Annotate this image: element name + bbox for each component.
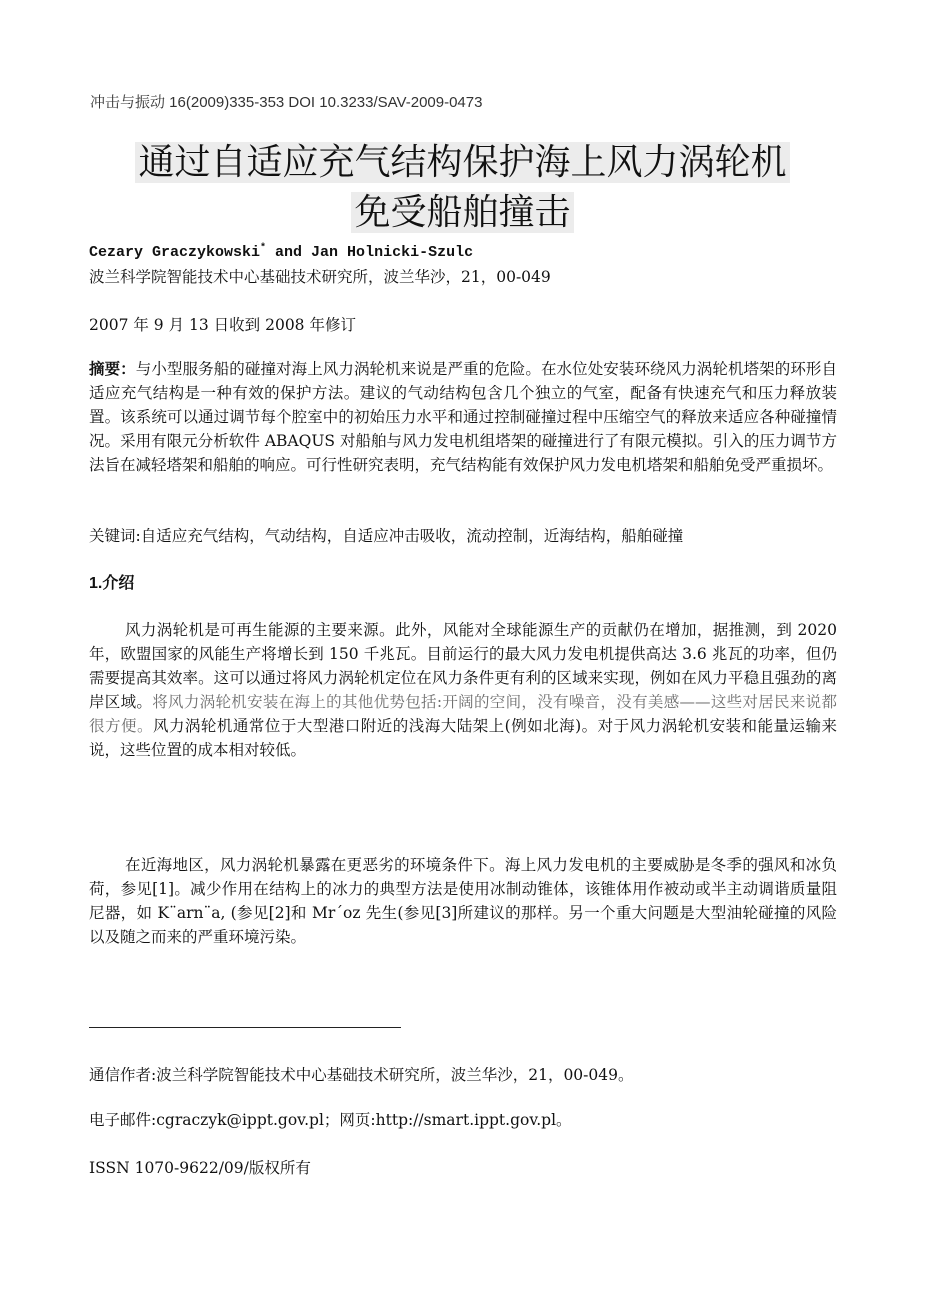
footnote-issn: ISSN 1070-9622/09/版权所有 [89, 1159, 311, 1177]
footnote-contact: 电子邮件:cgraczyk@ippt.gov.pl；网页:http://smart.ippt.gov.pl。 [89, 1111, 572, 1129]
received-dates: 2007 年 9 月 13 日收到 2008 年修订 [89, 316, 356, 334]
intro-paragraph-1 [89, 618, 837, 762]
paper-title [60, 138, 865, 238]
author-name-2: and Jan Holnicki-Szulc [266, 244, 474, 261]
abstract-label: 摘要： [89, 359, 136, 378]
abstract-text: 与小型服务船的碰撞对海上风力涡轮机来说是严重的危险。在水位处安装环绕风力涡轮机塔架的环形自适应充气结构是一种有效的保护方法。建议的气动结构包含几个独立的气室，配备有快速充气和压力释放装置。该系统可以通过调节每个腔室中的初始压力水平和通过控制碰撞过程中压缩空气的释放来适应各种碰撞情况。采用有限元分析软件 ABAQUS 对船舶与风力发电机组塔架的碰撞进行了有限元模拟。引入的压力调节方法旨在减轻塔架和船舶的响应。可行性研究表明，充气结构能有效保护风力发电机塔架和船舶免受严重损坏。 [89, 360, 837, 474]
abstract [89, 357, 837, 477]
keywords: 关键词:自适应充气结构，气动结构，自适应冲击吸收，流动控制，近海结构，船舶碰撞 [89, 527, 684, 545]
title-line-2: 免受船舶撞击 [351, 192, 573, 233]
footnote-correspondence: 通信作者:波兰科学院智能技术中心基础技术研究所，波兰华沙，21，00-049。 [89, 1066, 634, 1084]
intro-paragraph-2: 在近海地区，风力涡轮机暴露在更恶劣的环境条件下。海上风力发电机的主要威胁是冬季的强风和冰负荷，参见[1]。减少作用在结构上的冰力的典型方法是使用冰制动锥体，该锥体用作被动或半主动调谐质量阻尼器，如 K¨arn¨a, (参见[2]和 Mr´oz 先生(参见[3]所建议的那样。另一个重大问题是大型油轮碰撞的风险以及随之而来的严重环境污染。 [89, 856, 837, 946]
author-name-1: Cezary Graczykowski [89, 244, 261, 261]
corresponding-mark: * [260, 243, 267, 254]
journal-citation: 冲击与振动 16(2009)335-353 DOI 10.3233/SAV-2009-0473 [90, 94, 483, 111]
footnote-divider [89, 1027, 401, 1028]
title-line-1: 通过自适应充气结构保护海上风力涡轮机 [135, 142, 789, 183]
author-list [89, 243, 473, 261]
intro-p1-part1: 风力涡轮机是可再生能源的主要来源。此外，风能对全球能源生产的贡献仍在增加，据推测，到 2020 年，欧盟国家的风能生产将增长到 150 千兆瓦。目前运行的最大风力发电机提供高达 3.6 兆瓦的功率，但仍需要提高其效率。这可以通过将风力涡轮机定位在风力条件更有利的区域来实现，例如在风力平稳且强劲的离岸区域。 [89, 621, 837, 711]
intro-p1-part3: 风力涡轮机通常位于大型港口附近的浅海大陆架上(例如北海)。对于风力涡轮机安装和能量运输来说，这些位置的成本相对较低。 [89, 717, 837, 759]
section-heading: 1.介绍 [89, 575, 135, 592]
author-affiliation: 波兰科学院智能技术中心基础技术研究所，波兰华沙，21，00-049 [89, 268, 551, 286]
intro-p1-part2: 将风力涡轮机安装在海上的其他优势包括:开阔的空间，没有噪音，没有美感——这些对居民来说都很方便。 [89, 693, 837, 735]
